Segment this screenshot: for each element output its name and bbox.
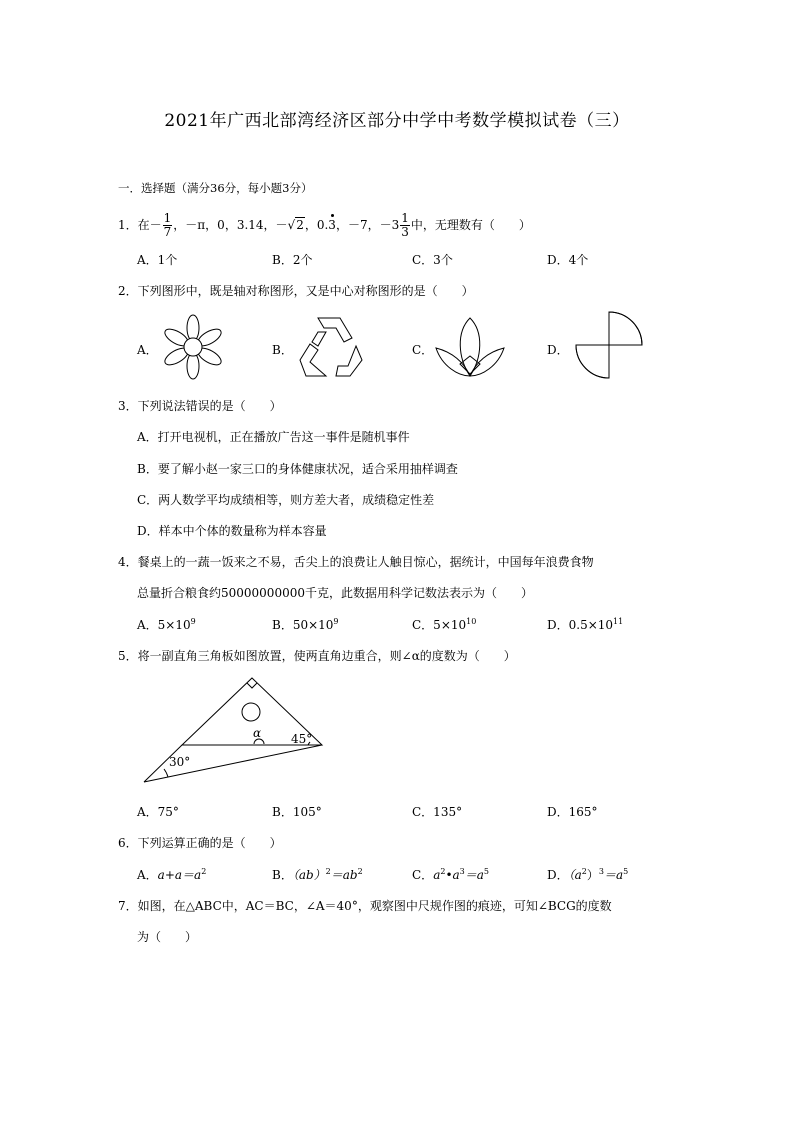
angle-30-label: 30° bbox=[169, 755, 191, 769]
question-7-line1: 7．如图，在△ABC中，AC＝BC，∠A＝40°，观察图中尺规作图的痕迹，可知∠BCG的度数 bbox=[118, 899, 612, 913]
q1-mid2: ，0. bbox=[304, 218, 329, 232]
q2-label-b: B． bbox=[272, 343, 293, 357]
q4-option-b bbox=[272, 616, 339, 633]
q4-b-exp: 9 bbox=[333, 617, 339, 626]
recycle-figure bbox=[296, 316, 366, 378]
q4-c-base: C．5×10 bbox=[412, 618, 467, 632]
q3-option-b: B．要了解小赵一家三口的身体健康状况，适合采用抽样调查 bbox=[137, 462, 458, 476]
q6-d-label: D． bbox=[547, 868, 569, 882]
fraction-1-7 bbox=[163, 212, 173, 239]
frac1-den: 7 bbox=[163, 225, 172, 239]
q4-d-exp: 11 bbox=[613, 617, 624, 626]
q6-a-exp: 2 bbox=[201, 867, 207, 876]
q6-b-exp2: 2 bbox=[357, 867, 363, 876]
q2-label-d: D． bbox=[547, 343, 569, 357]
q6-c-label: C． bbox=[412, 868, 434, 882]
lotus-figure bbox=[434, 316, 506, 378]
q4-a-exp: 9 bbox=[190, 617, 196, 626]
triangles-figure bbox=[140, 672, 330, 787]
q6-option-a bbox=[137, 866, 206, 883]
q3-option-c: C．两人数学平均成绩相等，则方差大者，成绩稳定性差 bbox=[137, 493, 435, 507]
q6-c-expr: a bbox=[433, 868, 441, 882]
q1-mid1: ，－π，0，3.14，－ bbox=[173, 218, 288, 232]
question-2: 2．下列图形中，既是轴对称图形，又是中心对称图形的是（ ） bbox=[118, 284, 474, 298]
section-heading: 一．选择题（满分36分，每小题3分） bbox=[118, 181, 313, 195]
question-4-line1: 4．餐桌上的一蔬一饭来之不易，舌尖上的浪费让人触目惊心，据统计，中国每年浪费食物 bbox=[118, 555, 594, 569]
q6-b-expr: （ab） bbox=[292, 868, 326, 882]
q6-b-mid: ＝ab bbox=[330, 868, 358, 882]
frac2-num: 1 bbox=[401, 211, 409, 225]
q3-option-a: A．打开电视机，正在播放广告这一事件是随机事件 bbox=[137, 430, 410, 444]
q6-d-eq: ＝a bbox=[603, 868, 624, 882]
q1-option-b: B．2个 bbox=[272, 253, 313, 267]
fraction-1-3 bbox=[400, 212, 410, 239]
q6-option-c bbox=[412, 866, 489, 883]
sqrt-2: 2 bbox=[296, 218, 304, 232]
question-1: 1．在－ $\frac{1}{7}$ ，－π，0，3.14，－√2，0.3，－7，－3 $\frac{1}{3}$ 中，无理数有（ ） bbox=[118, 211, 531, 239]
q4-d-base: D．0.5×10 bbox=[547, 618, 614, 632]
q5-option-b: B．105° bbox=[272, 805, 322, 819]
q6-c-exp2: 3 bbox=[459, 867, 465, 876]
q1-option-a: A．1个 bbox=[137, 253, 178, 267]
question-7-line2: 为（ ） bbox=[137, 930, 198, 944]
flower-figure bbox=[160, 314, 226, 380]
q6-option-b bbox=[272, 866, 363, 883]
q6-d-expr: （a bbox=[568, 868, 582, 882]
alpha-label: α bbox=[253, 726, 262, 740]
q6-c-exp1: 2 bbox=[440, 867, 446, 876]
q6-a-label: A． bbox=[137, 868, 158, 882]
frac2-den: 3 bbox=[401, 225, 409, 239]
q1-option-d: D．4个 bbox=[547, 253, 589, 267]
question-5: 5．将一副直角三角板如图放置，使两直角边重合，则∠α的度数为（ ） bbox=[118, 649, 516, 663]
q6-d-exp3: 5 bbox=[623, 867, 629, 876]
q3-option-d: D．样本中个体的数量称为样本容量 bbox=[137, 524, 327, 538]
q4-a-base: A．5×10 bbox=[137, 618, 191, 632]
q1-post: 中，无理数有（ ） bbox=[410, 218, 531, 232]
q5-option-d: D．165° bbox=[547, 805, 598, 819]
q6-c-exp3: 5 bbox=[483, 867, 490, 876]
pinwheel-figure bbox=[574, 310, 644, 380]
angle-45-label: 45° bbox=[291, 732, 313, 746]
q1-prefix: 在－ bbox=[137, 218, 162, 232]
q4-option-d bbox=[547, 616, 623, 633]
q6-option-d bbox=[547, 866, 628, 883]
question-4-line2: 总量折合粮食约50000000000千克，此数据用科学记数法表示为（ ） bbox=[137, 586, 533, 600]
q6-c-eq: ＝a bbox=[464, 868, 484, 882]
q5-option-c: C．135° bbox=[412, 805, 463, 819]
frac1-num: 1 bbox=[163, 211, 172, 225]
q1-option-c: C．3个 bbox=[412, 253, 453, 267]
q6-a-expr: a+a＝a bbox=[157, 868, 202, 882]
q1-number: 1． bbox=[118, 218, 138, 232]
q2-label-c: C． bbox=[412, 343, 434, 357]
q1-mid3: ，－7，－3 bbox=[335, 218, 400, 232]
q4-c-exp: 10 bbox=[466, 617, 477, 626]
q6-b-exp1: 2 bbox=[325, 867, 331, 876]
q6-c-mid: •a bbox=[445, 868, 460, 882]
q2-label-a: A． bbox=[137, 343, 158, 357]
q6-d-mid: ） bbox=[586, 868, 599, 882]
q4-option-a bbox=[137, 616, 196, 633]
q6-d-exp1: 2 bbox=[581, 867, 587, 876]
q4-option-c bbox=[412, 616, 476, 633]
q4-b-base: B．50×10 bbox=[272, 618, 334, 632]
repeating-digit: 3 bbox=[328, 218, 336, 232]
q6-d-exp2: 3 bbox=[598, 867, 604, 876]
q6-b-label: B． bbox=[272, 868, 293, 882]
question-6: 6．下列运算正确的是（ ） bbox=[118, 836, 282, 850]
q5-option-a: A．75° bbox=[137, 805, 179, 819]
question-3: 3．下列说法错误的是（ ） bbox=[118, 399, 282, 413]
exam-title: 2021年广西北部湾经济区部分中学中考数学模拟试卷（三） bbox=[164, 111, 630, 131]
